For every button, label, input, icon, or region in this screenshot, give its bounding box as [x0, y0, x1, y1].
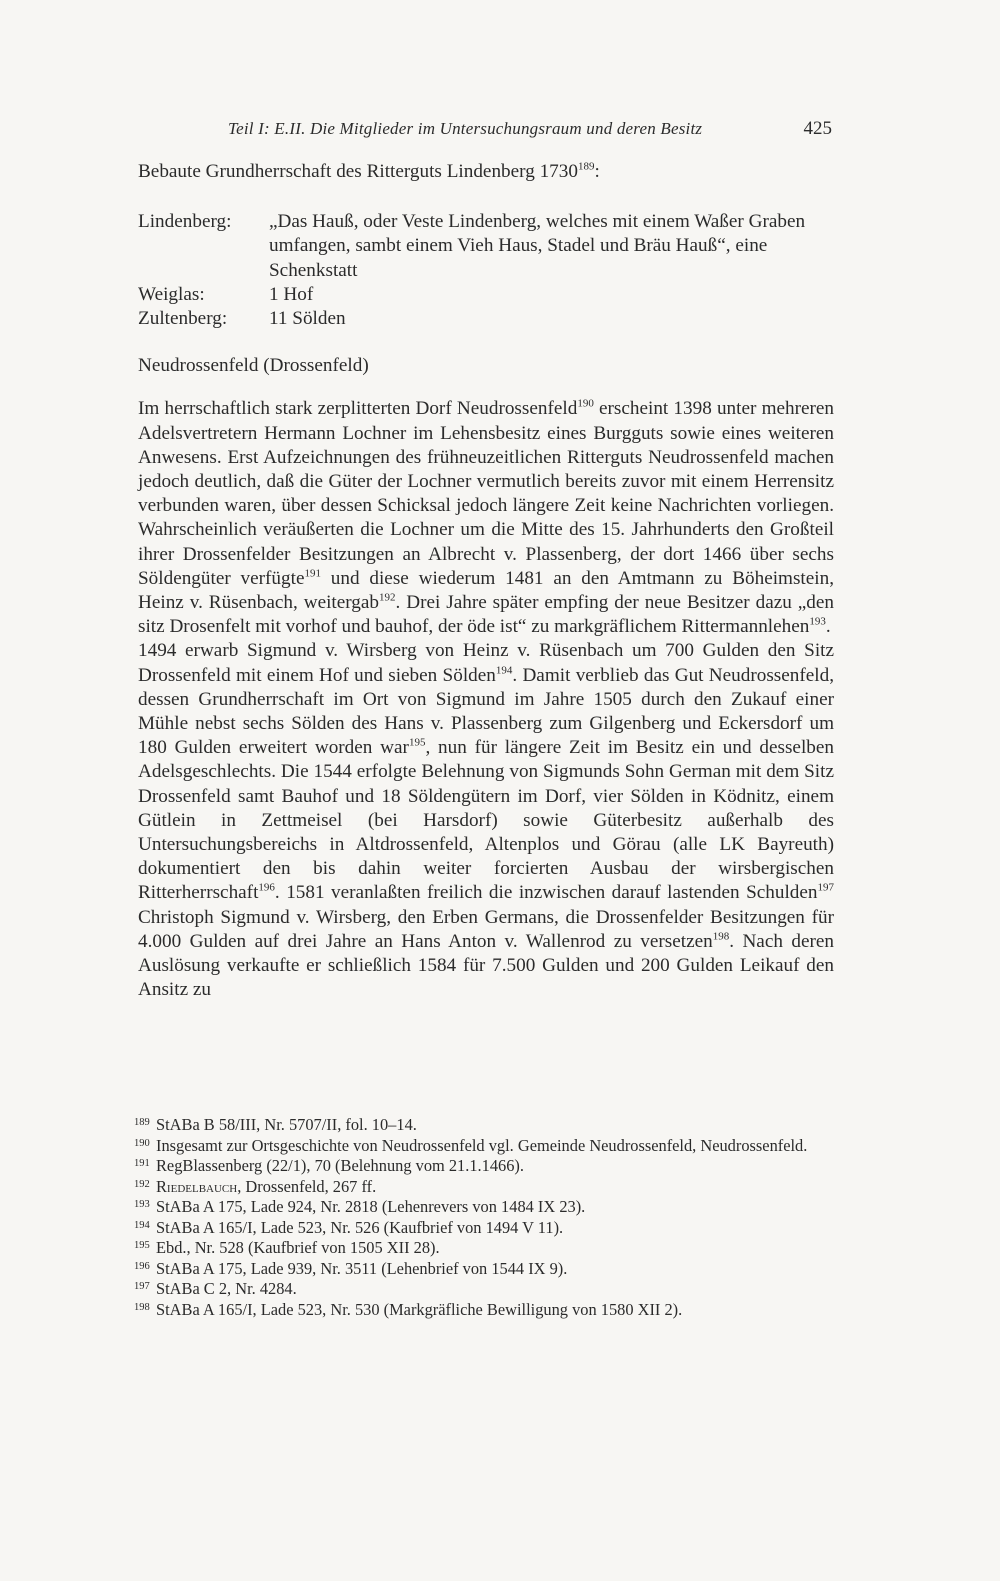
running-head: [228, 116, 832, 142]
holding-description: „Das Hauß, oder Veste Lindenberg, welches mit einem Waßer Graben umfangen, sambt einem Vieh Haus, Stadel und Bräu Hauß“, eine Schenkstatt: [269, 211, 806, 281]
text-run: erscheint 1398 unter mehreren Adelsvertretern Hermann Lochner im Lehensbesitz eines Burgguts sowie eines weiteren Anwesens. Erst Aufzeichnungen des frühneuzeitlichen Ritterguts Neudrossenfeld machen jedoch deutlich, daß die Güter der Lochner vermutlich bereits zuvor mit einem Herrensitz verbunden waren, über dessen Schicksal jedoch längere Zeit keine Nachrichten vorliegen. Wahrscheinlich veräußerten die Lochner um die Mitte des 15. Jahrhunderts den Großteil ihrer Drossenfelder Besitzungen an Albrecht v. Plassenberg, der dort 1466 über sechs Söldengüter verfügte: [138, 398, 835, 589]
footnote-number: 189: [134, 1117, 150, 1128]
holding-row: [138, 283, 834, 307]
footnote-ref-197: 197: [817, 882, 834, 895]
footnote-text: StABa A 165/I, Lade 523, Nr. 530 (Markgräfliche Bewilligung von 1580 XII 2).: [156, 1299, 683, 1319]
footnote-text: StABa A 175, Lade 924, Nr. 2818 (Lehenrevers von 1484 IX 23).: [156, 1197, 586, 1216]
footnote-number: 194: [134, 1219, 150, 1231]
footnote-number: 197: [134, 1281, 150, 1292]
footnote-number: 196: [134, 1260, 150, 1272]
footnote-text: StABa A 165/I, Lade 523, Nr. 526 (Kaufbrief von 1494 V 11).: [156, 1217, 564, 1237]
text-run: . Damit verblieb das Gut Neudrossenfeld, dessen Grundherrschaft im Ort von Sigmund im Jahre 1505 durch den Zukauf einer Mühle nebst sechs Sölden des Hans v. Plassenberg zum Gilgenberg und Eckersdorf um 180 Gulden erweitert worden war: [138, 664, 834, 759]
footnote: [134, 1279, 834, 1300]
text-run: und diese wiederum 1481 an den Amtmann zu Böheimstein, Heinz v. Rüsenbach, weitergab: [138, 567, 834, 614]
footnote-ref-195: 195: [408, 736, 426, 749]
holding-place: Zultenberg:: [138, 308, 228, 330]
holding-description: 11 Sölden: [269, 308, 346, 330]
section-heading-text: Bebaute Grundherrschaft des Ritterguts Lindenberg 1730: [138, 161, 578, 182]
holding-description: 1 Hof: [269, 283, 314, 305]
footnote: [134, 1197, 834, 1218]
footnote: [134, 1136, 834, 1157]
footnote-number: 195: [134, 1240, 150, 1251]
text-run: . Drei Jahre später empfing der neue Besitzer dazu „den sitz Drosenfelt mit vorhof und bauhof, der öde ist“ zu markgräflichem Rittermannlehen: [138, 592, 834, 638]
subsection-title: Neudrossenfeld (Drossenfeld): [138, 355, 369, 377]
paragraph-2: [138, 639, 834, 1002]
footnote-number: 191: [134, 1158, 150, 1169]
footnote-ref-192: 192: [379, 591, 396, 604]
holdings-list: [138, 210, 834, 331]
footnote: [134, 1300, 834, 1321]
footnote-text: Ebd., Nr. 528 (Kaufbrief von 1505 XII 28).: [156, 1238, 440, 1257]
footnote-number: 192: [134, 1178, 150, 1190]
running-head-title: Teil I: E.II. Die Mitglieder im Untersuchungsraum und deren Besitz: [228, 119, 703, 138]
footnote-ref-198: 198: [712, 930, 730, 943]
footnote-ref-189: 189: [577, 160, 595, 173]
footnote-number: 190: [134, 1137, 150, 1149]
footnote-number: 198: [134, 1301, 150, 1313]
footnote: [134, 1177, 834, 1198]
footnote-ref-191: 191: [304, 567, 321, 580]
paragraph-1: [138, 397, 834, 639]
body-text: [138, 397, 834, 1002]
footnote: [134, 1115, 834, 1136]
footnote: [134, 1218, 834, 1239]
text-run: . Nach deren Auslösung verkaufte er schließlich 1584 für 7.500 Gulden und 200 Gulden Leikauf den Ansitz zu: [138, 930, 834, 1001]
footnote-ref-190: 190: [577, 398, 594, 411]
footnote: [134, 1259, 834, 1280]
holding-row: [138, 307, 834, 331]
footnote: [134, 1156, 834, 1177]
footnote: [134, 1238, 834, 1259]
footnote-text: StABa B 58/III, Nr. 5707/II, fol. 10–14.: [156, 1115, 417, 1134]
footnote-ref-193: 193: [809, 615, 826, 628]
footnote-text: StABa C 2, Nr. 4284.: [156, 1279, 297, 1298]
holding-place: Lindenberg:: [138, 211, 232, 233]
section-heading-suffix: :: [594, 161, 600, 182]
footnote-text: Insgesamt zur Ortsgeschichte von Neudrossenfeld vgl. Gemeinde Neudrossenfeld, Neudrossenfeld.: [156, 1135, 808, 1155]
text-run: Christoph Sigmund v. Wirsberg, den Erben Germans, die Drossenfelder Besitzungen für 4.000 Gulden auf drei Jahre an Hans Anton v. Wallenrod zu versetzen: [138, 906, 834, 952]
text-run: 1494 erwarb Sigmund v. Wirsberg von Heinz v. Rüsenbach um 700 Gulden den Sitz Drossenfeld mit einem Hof und sieben Sölden: [138, 640, 834, 686]
text-run: , nun für längere Zeit im Besitz ein und desselben Adelsgeschlechts. Die 1544 erfolgte Belehnung von Sigmunds Sohn German mit dem Sitz Drossenfeld samt Bauhof und 18 Söldengütern im Dorf, vier Sölden in Ködnitz, einem Gütlein in Zettmeisel (bei Harsdorf) sowie Güterbesitz außerhalb des Untersuchungsbereichs in Altdrossenfeld, Altenplos und Görau (alle LK Bayreuth) dokumentiert den bis dahin weiter forcierten Ausbau der wirsbergischen Ritterherrschaft: [138, 737, 834, 904]
footnote-ref-194: 194: [495, 664, 513, 677]
footnote-text: StABa A 175, Lade 939, Nr. 3511 (Lehenbrief von 1544 IX 9).: [156, 1258, 568, 1278]
holding-row: [138, 210, 834, 283]
section-heading: [138, 160, 834, 184]
footnote-number: 193: [134, 1199, 150, 1210]
page-number: 425: [803, 118, 832, 139]
footnote-text: RegBlassenberg (22/1), 70 (Belehnung vom 21.1.1466).: [156, 1156, 524, 1175]
text-run: . 1581 veranlaßten freilich die inzwischen darauf lastenden Schulden: [274, 882, 818, 904]
footnote-ref-196: 196: [258, 882, 275, 895]
text-run: .: [825, 616, 831, 638]
footnotes: [134, 1115, 834, 1320]
holding-place: Weiglas:: [138, 283, 205, 305]
footnote-text-rest: , Drossenfeld, 267 ff.: [237, 1176, 377, 1196]
footnote-author: Riedelbauch: [156, 1176, 238, 1196]
main-text: [138, 160, 834, 1003]
footnote-text: [156, 1177, 834, 1198]
text-run: Im herrschaftlich stark zerplitterten Dorf Neudrossenfeld: [138, 398, 578, 420]
